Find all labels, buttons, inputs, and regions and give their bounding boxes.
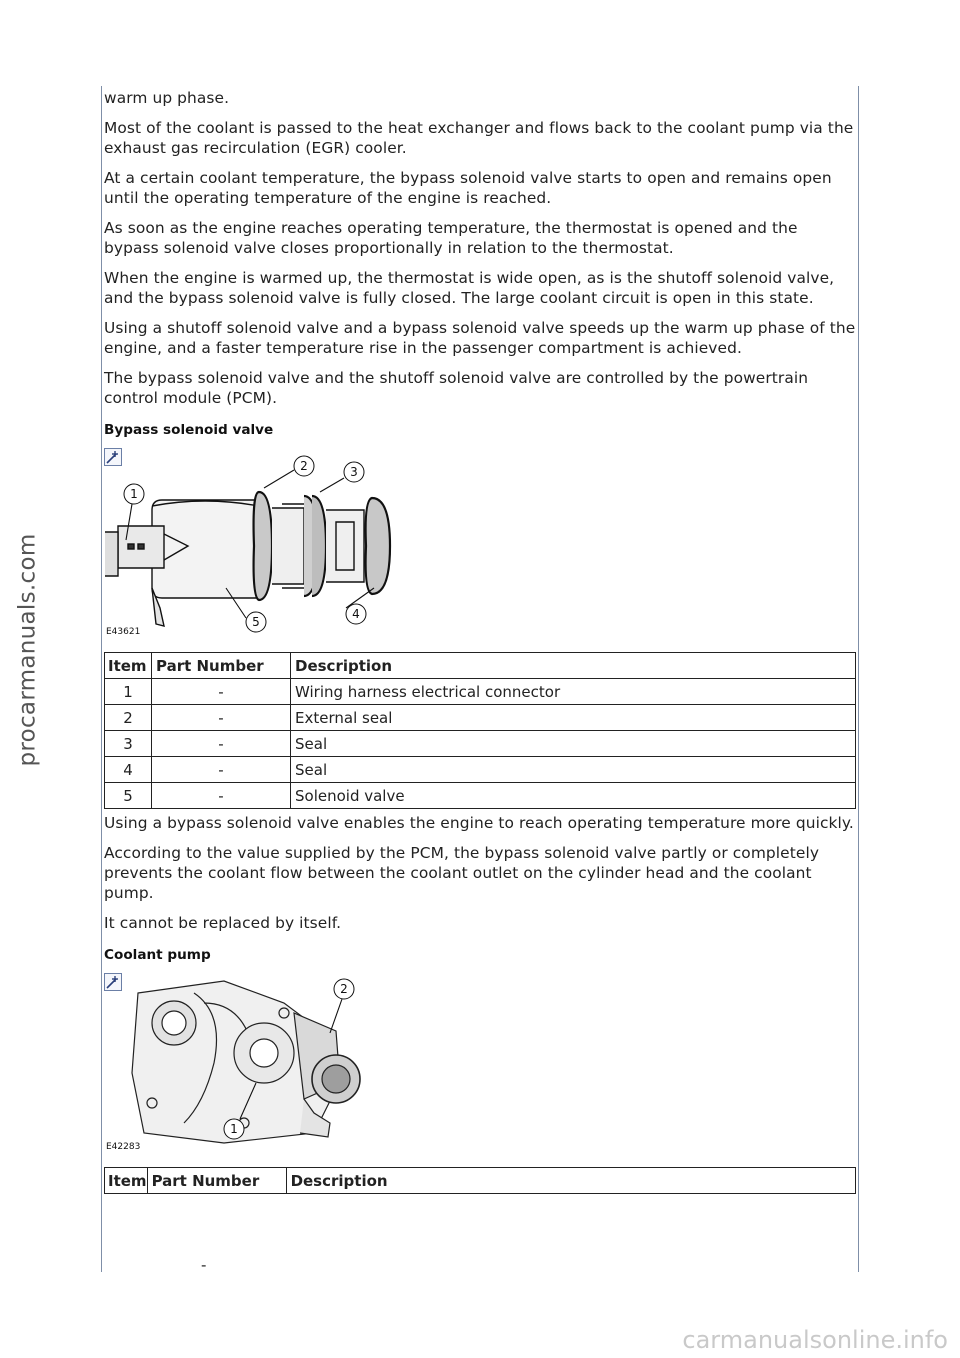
cell-description: Seal (291, 757, 856, 783)
cell-item: 4 (105, 757, 152, 783)
table-row (105, 679, 856, 705)
cell-part-number: - (152, 783, 291, 809)
cell-part-number: - (152, 705, 291, 731)
side-watermark-text: procarmanuals.com (15, 533, 42, 767)
paragraph: When the engine is warmed up, the thermostat is wide open, as is the shutoff solenoid valve, and the bypass solenoid valve is fully closed. The large coolant circuit is open in this state. (104, 269, 835, 307)
callout-2: 2 (300, 459, 308, 473)
callout-1: 1 (230, 1122, 238, 1136)
paragraph: As soon as the engine reaches operating temperature, the thermostat is opened and the bypass solenoid valve closes proportionally in relation to the thermostat. (104, 219, 798, 257)
callout-3: 3 (350, 465, 358, 479)
header-description: Description (291, 653, 856, 679)
callout-2: 2 (340, 982, 348, 996)
header-item: Item (105, 1168, 148, 1194)
table-row (105, 783, 856, 809)
table-header-row (105, 1168, 856, 1194)
manual-content (104, 88, 856, 1198)
table-row (105, 705, 856, 731)
callout-1: 1 (130, 487, 138, 501)
cell-item: 1 (105, 679, 152, 705)
header-part-number: Part Number (147, 1168, 286, 1194)
cell-item: 2 (105, 705, 152, 731)
bypass-valve-figure (104, 448, 856, 638)
callout-5: 5 (252, 615, 260, 629)
bypass-valve-illustration (104, 448, 404, 638)
paragraph: The bypass solenoid valve and the shutoff solenoid valve are controlled by the powertrain control module (PCM). (104, 369, 809, 407)
table-header-row (105, 653, 856, 679)
header-description: Description (286, 1168, 855, 1194)
cell-part-number: - (152, 679, 291, 705)
paragraph: At a certain coolant temperature, the bypass solenoid valve starts to open and remains open until the operating temperature of the engine is reached. (104, 169, 832, 207)
cell-part-number: - (152, 757, 291, 783)
bottom-watermark: carmanualsonline.info (682, 1326, 948, 1354)
coolant-pump-figure (104, 973, 856, 1153)
bypass-valve-parts-table (104, 652, 856, 809)
cell-item: 5 (105, 783, 152, 809)
left-border-rule (101, 86, 102, 1272)
header-item: Item (105, 653, 152, 679)
cell-description: Seal (291, 731, 856, 757)
cell-description: External seal (291, 705, 856, 731)
section-heading-bypass-valve: Bypass solenoid valve (104, 422, 274, 438)
header-part-number: Part Number (152, 653, 291, 679)
side-watermark (8, 520, 48, 780)
coolant-pump-parts-table (104, 1167, 856, 1194)
section-heading-coolant-pump: Coolant pump (104, 947, 211, 963)
cell-description: Wiring harness electrical connector (291, 679, 856, 705)
cell-description: Solenoid valve (291, 783, 856, 809)
paragraph: Using a bypass solenoid valve enables the engine to reach operating temperature more quickly. (104, 814, 854, 832)
figure-code: E42283 (106, 1142, 141, 1152)
cell-item: 3 (105, 731, 152, 757)
paragraph: warm up phase. (104, 89, 230, 107)
coolant-pump-illustration (104, 973, 384, 1153)
paragraph: According to the value supplied by the PCM, the bypass solenoid valve partly or completely prevents the coolant flow between the coolant outlet on the cylinder head and the coolant pump. (104, 844, 820, 902)
table-row (105, 731, 856, 757)
callout-4: 4 (352, 607, 360, 621)
table-row (105, 757, 856, 783)
figure-code: E43621 (106, 627, 141, 637)
paragraph: Using a shutoff solenoid valve and a bypass solenoid valve speeds up the warm up phase of the engine, and a faster temperature rise in the passenger compartment is achieved. (104, 319, 856, 357)
right-border-rule (858, 86, 859, 1272)
cell-part-number: - (152, 731, 291, 757)
paragraph: It cannot be replaced by itself. (104, 914, 342, 932)
stray-dash: - (201, 1256, 207, 1274)
paragraph: Most of the coolant is passed to the heat exchanger and flows back to the coolant pump via the exhaust gas recirculation (EGR) cooler. (104, 119, 854, 157)
